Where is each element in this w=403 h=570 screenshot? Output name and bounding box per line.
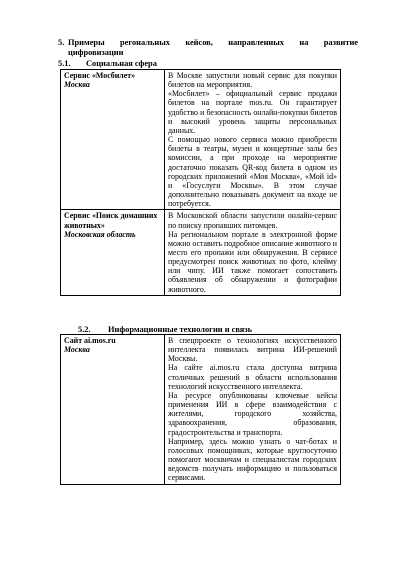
service-cell <box>61 210 165 295</box>
paragraph: На ресурсе опубликованы ключевые кейсы применения ИИ в сфере взаимодействия с жителями, городского хозяйства, здравоохранения, образования, градостроительства и транспорта. <box>168 390 337 437</box>
paragraph: На сайте ai.mos.ru стала доступна витрина столичных решений в области использования технологий искусственного интеллекта. <box>168 363 337 391</box>
subsection-number: 5.1. <box>58 59 71 68</box>
subsection-number: 5.2. <box>78 325 91 334</box>
section-number: 5. <box>58 38 65 47</box>
description-cell <box>165 70 341 210</box>
paragraph: Например, здесь можно узнать о чат-ботах и голосовых помощниках, которые круглосуточно помогают москвичам и специалистам городских ведомств получать информацию и пользоваться сервисами. <box>168 436 337 483</box>
paragraph: С помощью нового сервиса можно приобрести билеты в театры, музеи и концертные залы без комиссии, а при проходе на мероприятие достаточно показать QR-код билета в одном из городских приложений «Моя Москва», «Мой id» и «Госуслуги Москвы». В этом случае дополнительно показывать документ на входе не потребуется. <box>168 135 337 209</box>
paragraph: На региональном портале в электронной форме можно оставить подробное описание животного и место его пропажи или обнаружения. В сервисе предусмотрен поиск животных по фото, клейму или чипу. ИИ также помогает сопоставить объявления об обнаружении и фотографии животного. <box>168 229 337 294</box>
region-name: Московская область <box>64 229 136 239</box>
table-social <box>60 69 341 296</box>
paragraph: «Мосбилет» – официальный сервис продажи билетов на портале mos.ru. Он гарантирует удобство и безопасность онлайн-покупки билетов и высокий уровень защиты персональных данных. <box>168 89 337 135</box>
table-row <box>61 210 341 295</box>
section-title-line2: цифровизации <box>68 47 124 57</box>
section-heading <box>58 38 358 57</box>
service-name: Сервис «Мосбилет» <box>64 71 136 80</box>
paragraph: В спецпроекте о технологиях искусственного интеллекта появилась витрина ИИ-решений Москвы. <box>168 336 337 364</box>
service-name: Сайт ai.mos.ru <box>64 336 116 345</box>
paragraph: В Московской области запустили онлайн-сервис по поиску пропавших питомцев. <box>168 211 337 230</box>
description-cell <box>165 210 341 295</box>
description-cell <box>165 335 341 485</box>
region-name: Москва <box>64 80 90 90</box>
subsection-title: Информационные технологии и связь <box>108 325 253 334</box>
subsection-heading-social <box>58 59 157 69</box>
service-cell <box>61 70 165 210</box>
table-row <box>61 70 341 210</box>
service-cell <box>61 335 165 485</box>
section-title-line1: Примеры регональных кейсов, направленных на развитие <box>68 38 358 47</box>
service-name: Сервис «Поиск домашних животных» <box>64 211 158 230</box>
region-name: Москва <box>64 345 90 355</box>
subsection-title: Социальная сфера <box>86 59 157 68</box>
paragraph: В Москве запустили новый сервис для покупки билетов на мероприятия. <box>168 71 337 90</box>
table-row <box>61 335 341 485</box>
table-it <box>60 334 341 485</box>
